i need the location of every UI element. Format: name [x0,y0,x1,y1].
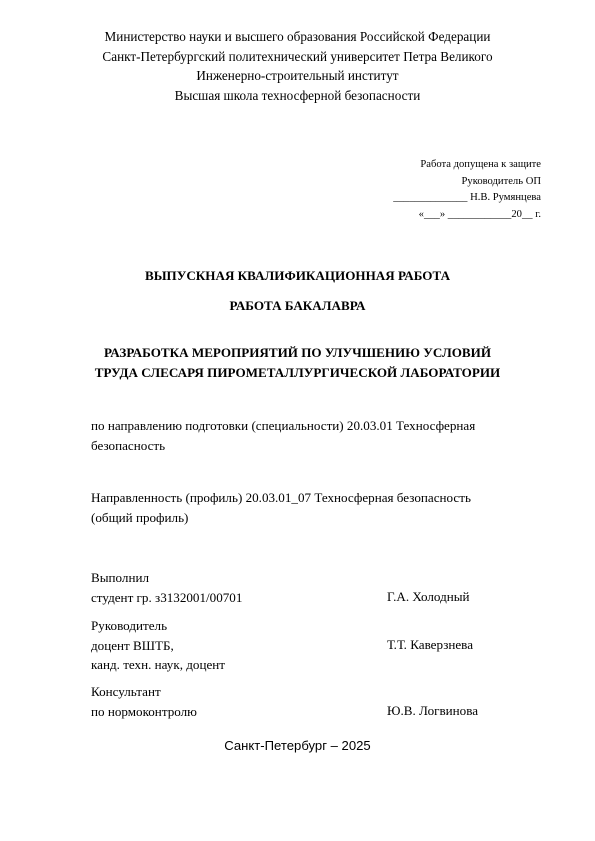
consultant-area: по нормоконтролю [91,703,197,719]
student-group: студент гр. з3132001/00701 [91,589,243,605]
supervisor-name: Т.Т. Каверзнева [387,637,474,652]
supervisor-signature-label [91,616,225,675]
student-name: Г.А. Холодный [387,589,470,604]
student-role: Выполнил [91,570,149,585]
header-line-school: Высшая школа техносферной безопасности [174,87,421,103]
approval-block [393,157,541,223]
header-line-university: Санкт-Петербургский политехнический университет Петра Великого [102,48,493,64]
document-subtitle: РАБОТА БАКАЛАВРА [229,298,366,313]
profile-line-1: Направленность (профиль) 20.03.01_07 Техносферная безопасность [91,490,471,505]
direction-paragraph [91,416,475,455]
profile-paragraph [91,488,471,527]
approval-line-date: «___» ____________20__ г. [418,208,541,220]
direction-line-2: безопасность [91,437,166,453]
city-year-footer: Санкт-Петербург – 2025 [224,738,371,753]
supervisor-degree: канд. техн. наук, доцент [91,657,226,672]
consultant-role: Консультант [91,684,161,699]
topic-line-2: ТРУДА СЛЕСАРЯ ПИРОМЕТАЛЛУРГИЧЕСКОЙ ЛАБОРАТОРИИ [94,364,501,380]
supervisor-role: Руководитель [91,618,168,633]
approval-line-signature: ______________ Н.В. Румянцева [393,192,541,203]
document-title: ВЫПУСКНАЯ КВАЛИФИКАЦИОННАЯ РАБОТА [144,268,451,283]
student-signature-label [91,568,242,607]
header-line-ministry: Министерство науки и высшего образования Российской Федерации [104,29,491,44]
consultant-name: Ю.В. Логвинова [387,703,479,718]
topic-line-1: РАЗРАБОТКА МЕРОПРИЯТИЙ ПО УЛУЧШЕНИЮ УСЛОВИЙ [103,345,492,360]
approval-line-admitted: Работа допущена к защите [420,159,541,170]
direction-line-1: по направлению подготовки (специальности) 20.03.01 Техносферная [91,418,476,433]
approval-line-head: Руководитель ОП [461,175,541,187]
consultant-signature-label [91,682,197,721]
supervisor-position: доцент ВШТБ, [91,637,174,653]
thesis-topic [0,343,595,382]
ministry-header [0,27,595,105]
header-line-institute: Инженерно-строительный институт [196,68,399,83]
profile-line-2: (общий профиль) [91,509,189,525]
